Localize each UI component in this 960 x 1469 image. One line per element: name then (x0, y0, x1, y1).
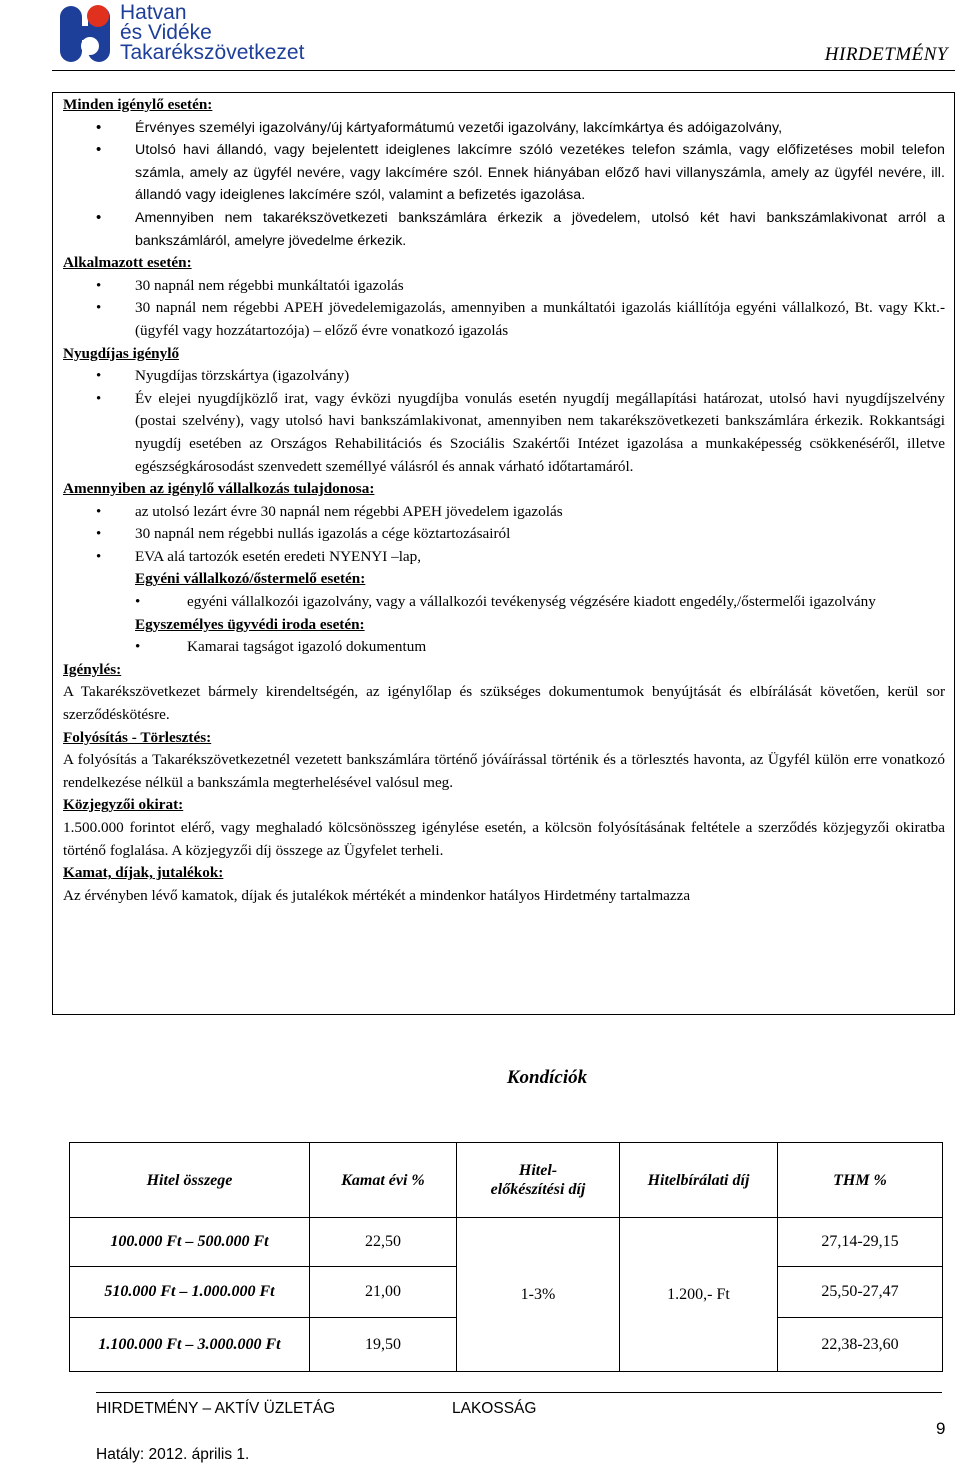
list-nyugdijas (63, 365, 945, 478)
header-preparation-fee-line1: Hitel- (518, 1162, 558, 1179)
list-item: • 30 napnál nem régebbi APEH jövedelemigazolás, amennyiben a munkáltatói igazolás kiállítója egyéni vállalkozó, Bt. vagy Kkt.-(ügyfél vagy hozzátartozója) – előző évre vonatkozó igazolás (63, 297, 945, 342)
section-title-minden: Minden igénylő esetén: (63, 96, 213, 113)
company-logo (60, 2, 322, 64)
list-minden-2 (63, 207, 945, 252)
list-item (63, 591, 945, 614)
logo-line-2: és Vidéke (120, 21, 212, 44)
list-item: • EVA alá tartozók esetén eredeti NYENYI –lap, (63, 546, 945, 569)
cell-rate: 19,50 (310, 1318, 457, 1372)
document-title: HIRDETMÉNY (824, 44, 948, 65)
list-item: • Utolsó havi állandó, vagy bejelentett ideiglenes lakcímre szóló vezetékes telefon számla, vagy előfizetéses mobil telefon számla, amely az ügyfél nevére, vagy lakcímére szól. Ennek hiányában előző havi villanyszámla, amely az ügyfél nevére, ill. állandó vagy ideiglenes lakcímére szól, valamint a befizetés igazolása. (63, 139, 945, 207)
header-loan-amount: Hitel összege (70, 1143, 310, 1218)
logo-line-1: Hatvan (120, 1, 187, 24)
header-preparation-fee (457, 1143, 620, 1218)
list-ugyvedi (63, 636, 945, 659)
paragraph-kozjegyzoi: 1.500.000 forintot elérő, vagy meghaladó kölcsönösszeg igénylése esetén, a kölcsön folyósításának feltétele a szerződés közjegyzői okiratba történő foglalása. A közjegyzői díj összege az Ügyfelet terheli. (63, 819, 945, 859)
list-item: • az utolsó lezárt évre 30 napnál nem régebbi APEH jövedelem igazolás (63, 501, 945, 524)
requirements-content (63, 94, 945, 907)
section-title-igenyles: Igénylés: (63, 660, 122, 678)
subsection-title-ugyvedi: Egyszemélyes ügyvédi iroda esetén: (135, 615, 365, 633)
conditions-table (69, 1142, 943, 1372)
cell-thm: 27,14-29,15 (778, 1218, 943, 1267)
cell-preparation-fee: 1-3% (457, 1218, 620, 1372)
cell-amount: 1.100.000 Ft – 3.000.000 Ft (70, 1318, 310, 1372)
section-title-folyositas: Folyósítás - Törlesztés: (63, 728, 212, 746)
header-thm: THM % (778, 1143, 943, 1218)
header-evaluation-fee: Hitelbírálati díj (620, 1143, 778, 1218)
list-item: • Érvényes személyi igazolvány/új kártyaformátumú vezetői igazolvány, lakcímkártya és adóigazolvány, (63, 117, 945, 140)
subsection-title-egyeni: Egyéni vállalkozó/őstermelő esetén: (135, 570, 366, 588)
logo-line-3: Takarékszövetkezet (120, 41, 305, 64)
header-preparation-fee-line2: előkészítési díj (490, 1181, 586, 1198)
page-number: 9 (936, 1419, 946, 1438)
section-title-kamat: Kamat, díjak, jutalékok: (63, 864, 224, 882)
section-title-vallalkozas: Amennyiben az igénylő vállalkozás tulajdonosa: (63, 480, 375, 498)
cell-thm: 25,50-27,47 (778, 1267, 943, 1318)
list-item: • 30 napnál nem régebbi nullás igazolás a cége köztartozásairól (63, 523, 945, 546)
list-item: • Amennyiben nem takarékszövetkezeti bankszámlára érkezik a jövedelem, utolsó két havi bankszámlakivonat arról a bankszámláról, amelyre jövedelme érkezik. (63, 207, 945, 252)
footer-divider (96, 1392, 942, 1393)
list-item: • Év elejei nyugdíjközlő irat, vagy évközi nyugdíjba vonulás esetén nyugdíj megállapítási határozat, utolsó havi nyugdíjszelvény (postai szelvény), vagy utolsó havi bankszámlakivonat, amennyiben nem takarékszövetkezeti bankszámlára érkezik. Rokkantsági nyugdíj esetében az Országos Rehabilitációs és Szociális Szakértői Intézet igazolása a munkaképesség csökkenéséről, illetve egészségkárosodást szenvedett személlyé válásról és annak várható időtartamáról. (63, 388, 945, 478)
cell-thm: 22,38-23,60 (778, 1318, 943, 1372)
bullet-icon: • (135, 638, 141, 656)
requirements-box (52, 92, 955, 1015)
list-item: • 30 napnál nem régebbi munkáltatói igazolás (63, 275, 945, 298)
list-egyeni (63, 591, 945, 614)
table-row (70, 1218, 943, 1267)
footer-document-name: HIRDETMÉNY – AKTÍV ÜZLETÁG (96, 1400, 336, 1417)
cell-amount: 100.000 Ft – 500.000 Ft (70, 1218, 310, 1267)
bullet-icon: • (135, 593, 141, 611)
list-item (63, 636, 945, 659)
logo-wordmark (120, 3, 304, 63)
list-item: • Nyugdíjas törzskártya (igazolvány) (63, 365, 945, 388)
paragraph-igenyles: A Takarékszövetkezet bármely kirendeltségén, az igénylőlap és szükséges dokumentumok benyújtását és elbírálását követően, kerül sor szerződéskötésre. (63, 683, 945, 724)
cell-rate: 22,50 (310, 1218, 457, 1267)
footer-effective-date: Hatály: 2012. április 1. (96, 1446, 250, 1463)
logo-emblem-icon (60, 2, 118, 62)
list-alkalmazott (63, 275, 945, 343)
list-minden (63, 117, 945, 207)
conditions-title: Kondíciók (506, 1067, 588, 1088)
header-interest-rate: Kamat évi % (310, 1143, 457, 1218)
paragraph-kamat: Az érvényben lévő kamatok, díjak és jutalékok mértékét a mindenkor hatályos Hirdetmény tartalmazza (63, 886, 691, 904)
footer-segment: LAKOSSÁG (452, 1400, 537, 1417)
section-title-kozjegyzoi: Közjegyzői okirat: (63, 796, 184, 814)
table-header-row (70, 1143, 943, 1218)
list-item-text: Kamarai tagságot igazoló dokumentum (187, 638, 427, 656)
header-divider (52, 70, 955, 71)
list-item-text: egyéni vállalkozói igazolvány, vagy a vállalkozói tevékenység végzésére kiadott engedély,/őstermelői igazolvány (187, 593, 876, 611)
list-vallalkozas (63, 501, 945, 569)
section-title-nyugdijas: Nyugdíjas igénylő (63, 344, 180, 362)
cell-rate: 21,00 (310, 1267, 457, 1318)
cell-evaluation-fee: 1.200,- Ft (620, 1218, 778, 1372)
section-title-alkalmazott: Alkalmazott esetén: (63, 254, 192, 272)
cell-amount: 510.000 Ft – 1.000.000 Ft (70, 1267, 310, 1318)
paragraph-folyositas: A folyósítás a Takarékszövetkezetnél vezetett bankszámlára történő jóváírással történik és a törlesztés havonta, az Ügyfél külön erre vonatkozó rendelkezése nélkül a bankszámla megterhelésével valósul meg. (63, 751, 945, 791)
